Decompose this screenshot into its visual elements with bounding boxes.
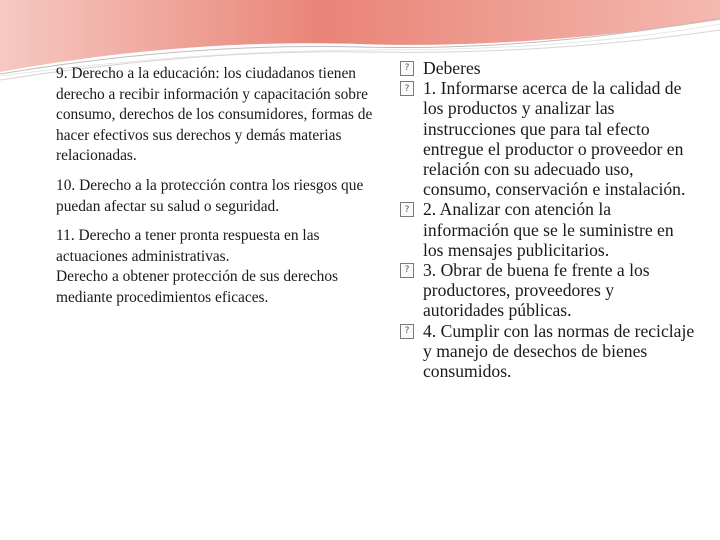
- duty-item-2: [398, 199, 698, 260]
- duty-text-4: 4. Cumplir con las normas de reciclaje y manejo de desechos de bienes consumidos.: [423, 320, 695, 382]
- duty-text-1: 1. Informarse acerca de la calidad de los productos y analizar las instrucciones que para tal efecto entregue el productor o proveedor en relación con su adecuado uso, consumo, conservación e instalación.: [423, 78, 686, 200]
- bullet-box-icon: ?: [400, 202, 414, 217]
- bullet-box-icon: ?: [400, 61, 414, 76]
- rights-column: [56, 64, 374, 318]
- duty-text-2: 2. Analizar con atención la información que se le suministre en los mensajes publicitarios.: [423, 199, 674, 260]
- duties-heading-item: [398, 58, 698, 78]
- right-paragraph-12: Derecho a obtener protección de sus derechos mediante procedimientos eficaces.: [56, 268, 339, 306]
- right-paragraph-11: 11. Derecho a tener pronta respuesta en las actuaciones administrativas.: [56, 227, 320, 265]
- duty-item-4: [398, 321, 698, 382]
- duties-column: [398, 58, 698, 381]
- right-paragraph-9: 9. Derecho a la educación: los ciudadanos tienen derecho a recibir información y capacitación sobre consumo, derechos de los consumidores, formas de hacer efectivos sus derechos y demás materias relacionadas.: [56, 65, 373, 165]
- duties-heading: Deberes: [423, 58, 481, 78]
- bullet-box-icon: ?: [400, 324, 414, 339]
- bullet-box-icon: ?: [400, 81, 414, 96]
- bullet-box-icon: ?: [400, 263, 414, 278]
- duty-item-1: [398, 78, 698, 199]
- duty-text-3: 3. Obrar de buena fe frente a los productores, proveedores y autoridades públicas.: [423, 260, 650, 321]
- duty-item-3: [398, 260, 698, 321]
- right-paragraph-10: 10. Derecho a la protección contra los riesgos que puedan afectar su salud o seguridad.: [56, 176, 364, 215]
